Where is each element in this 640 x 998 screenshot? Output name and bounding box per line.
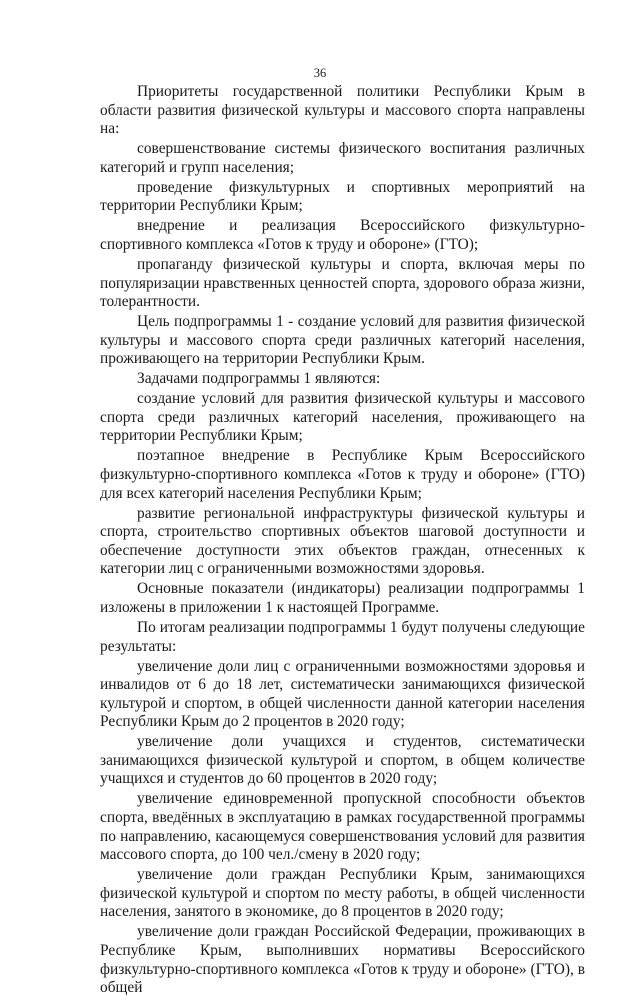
paragraph-result-item: увеличение доли учащихся и студентов, систематически занимающихся физической культурой и спортом, в общем количестве учащихся и студентов до 60 процентов в 2020 году;: [100, 733, 585, 788]
paragraph-task-item: создание условий для развития физической культуры и массового спорта среди различных категорий населения, проживающего на территории Республики Крым;: [100, 390, 585, 445]
paragraph-priority-item: внедрение и реализация Всероссийского физкультурно-спортивного комплекса «Готов к труду и обороне» (ГТО);: [100, 217, 585, 253]
paragraph-result-item: увеличение доли граждан Республики Крым, занимающихся физической культурой и спортом по месту работы, в общей численности населения, занятого в экономике, до 8 процентов в 2020 году;: [100, 866, 585, 921]
paragraph-priority-item: проведение физкультурных и спортивных мероприятий на территории Республики Крым;: [100, 178, 585, 215]
paragraph-priority-item: пропаганду физической культуры и спорта, включая меры по популяризации нравственных ценностей спорта, здорового образа жизни, толерантности.: [100, 255, 585, 311]
paragraph-tasks-intro: Задачами подпрограммы 1 являются:: [137, 370, 381, 388]
paragraph-indicators: Основные показатели (индикаторы) реализации подпрограммы 1 изложены в приложении 1 к настоящей Программе.: [100, 580, 585, 616]
paragraph-result-item: увеличение доли граждан Российской Федерации, проживающих в Республике Крым, выполнивших нормативы Всероссийского физкультурно-спортивного комплекса «Готов к труду и обороне» (ГТО), в общей: [100, 923, 585, 997]
paragraph-result-item: увеличение доли лиц с ограниченными возможностями здоровья и инвалидов от 6 до 18 лет, систематически занимающихся физической культурой и спортом, в общей численности данной категории населения Республики Крым до 2 процентов в 2020 году;: [100, 657, 585, 731]
paragraph-task-item: поэтапное внедрение в Республике Крым Всероссийского физкультурно-спортивного комплекса «Готов к труду и обороне» (ГТО) для всех категорий населения Республики Крым;: [100, 447, 585, 502]
paragraph-result-item: увеличение единовременной пропускной способности объектов спорта, введённых в эксплуатацию в рамках государственной программы по направлению, касающемуся совершенствования условий для развития массового спорта, до 100 чел./смену в 2020 году;: [100, 790, 585, 864]
paragraph-goal: Цель подпрограммы 1 - создание условий для развития физической культуры и массового спорта среди различных категорий населения, проживающего на территории Республики Крым.: [100, 313, 585, 368]
document-body: [100, 83, 585, 998]
page-number: 36: [313, 66, 327, 80]
paragraph-priority-item: совершенствование системы физического воспитания различных категорий и групп населения;: [100, 140, 585, 176]
paragraph-task-item: развитие региональной инфраструктуры физической культуры и спорта, строительство спортивных объектов шаговой доступности и обеспечение доступности этих объектов граждан, отнесенных к категории лиц с ограниченными возможностями здоровья.: [100, 504, 585, 578]
paragraph-results-intro: По итогам реализации подпрограммы 1 будут получены следующие результаты:: [100, 618, 585, 655]
paragraph-priorities-intro: Приоритеты государственной политики Республики Крым в области развития физической культуры и массового спорта направлены на:: [100, 83, 585, 138]
